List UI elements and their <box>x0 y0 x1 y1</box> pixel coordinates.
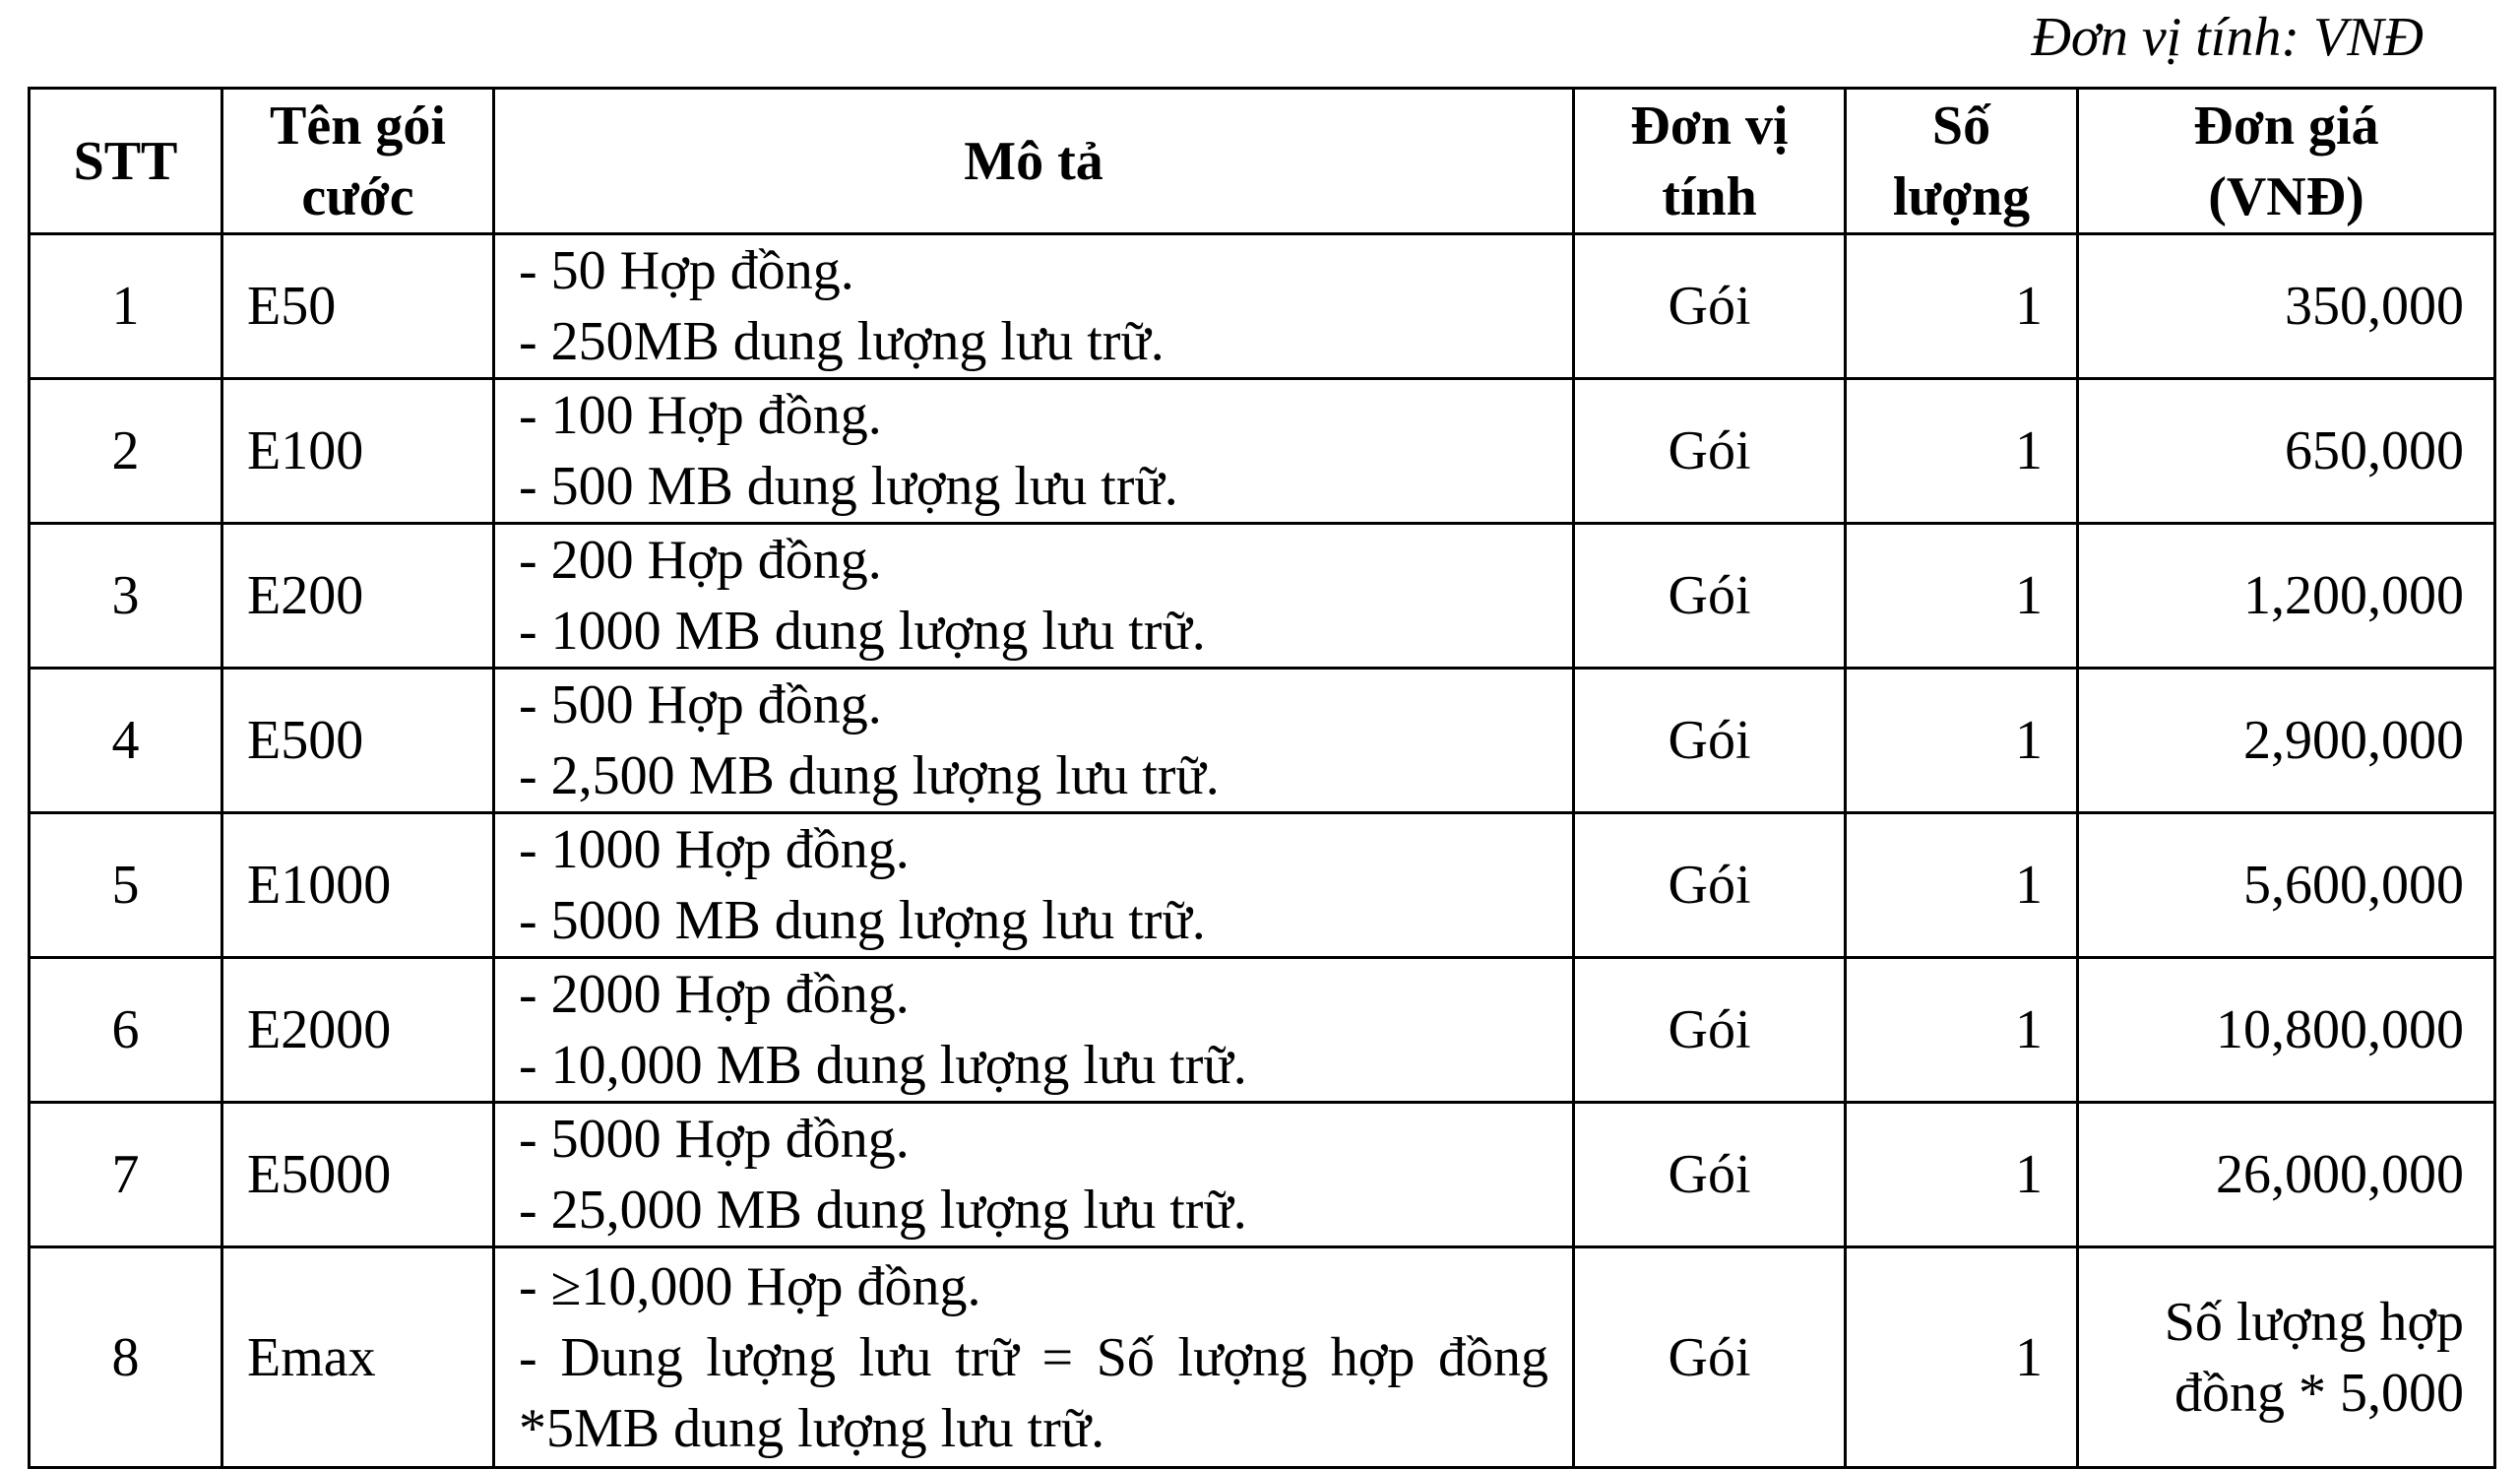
header-unit-line1: Đơn vị <box>1630 95 1789 157</box>
description-storage: - 5000 MB dung lượng lưu trữ. <box>519 890 1206 951</box>
cell-unit-price: 2,900,000 <box>2078 669 2495 813</box>
header-unit-price-line1: Đơn giá <box>2193 95 2379 157</box>
cell-unit-price: 5,600,000 <box>2078 813 2495 958</box>
table-row <box>30 379 2495 524</box>
price-table <box>28 87 2496 1469</box>
cell-stt: 4 <box>30 669 222 813</box>
cell-stt: 3 <box>30 524 222 669</box>
cell-description <box>494 1247 1574 1468</box>
table-row <box>30 813 2495 958</box>
cell-unit-price: 10,800,000 <box>2078 958 2495 1103</box>
cell-package-name: E200 <box>222 524 494 669</box>
cell-stt: 1 <box>30 234 222 379</box>
cell-stt: 5 <box>30 813 222 958</box>
cell-description <box>494 813 1574 958</box>
unit-note: Đơn vị tính: VNĐ <box>2031 7 2424 68</box>
header-package-name <box>222 89 494 234</box>
cell-unit-price: 650,000 <box>2078 379 2495 524</box>
table-row <box>30 1247 2495 1468</box>
header-unit <box>1574 89 1846 234</box>
cell-package-name: E100 <box>222 379 494 524</box>
cell-unit-price: 26,000,000 <box>2078 1103 2495 1247</box>
cell-package-name: E500 <box>222 669 494 813</box>
header-quantity-line2: lượng <box>1892 165 2031 227</box>
cell-unit: Gói <box>1574 669 1846 813</box>
header-package-name-line1: Tên gói <box>270 95 446 157</box>
description-storage: - Dung lượng lưu trữ = Số lượng hợp đồng *5MB dung lượng lưu trữ. <box>519 1326 1548 1459</box>
header-description: Mô tả <box>494 89 1574 234</box>
cell-description <box>494 669 1574 813</box>
cell-package-name: E2000 <box>222 958 494 1103</box>
cell-unit-price: 1,200,000 <box>2078 524 2495 669</box>
cell-unit: Gói <box>1574 813 1846 958</box>
cell-description <box>494 1103 1574 1247</box>
cell-unit: Gói <box>1574 524 1846 669</box>
cell-description <box>494 524 1574 669</box>
description-contracts: - 50 Hợp đồng. <box>519 240 854 301</box>
description-contracts: - 1000 Hợp đồng. <box>519 819 910 880</box>
cell-unit-price: 350,000 <box>2078 234 2495 379</box>
description-storage: - 2,500 MB dung lượng lưu trữ. <box>519 745 1220 806</box>
cell-unit: Gói <box>1574 379 1846 524</box>
cell-stt: 7 <box>30 1103 222 1247</box>
cell-package-name: E5000 <box>222 1103 494 1247</box>
description-storage: - 250MB dung lượng lưu trữ. <box>519 311 1165 372</box>
description-storage: - 500 MB dung lượng lưu trữ. <box>519 456 1178 517</box>
cell-unit: Gói <box>1574 234 1846 379</box>
header-row <box>30 89 2495 234</box>
header-package-name-line2: cước <box>301 165 414 227</box>
price-formula-line2: đồng * 5,000 <box>2174 1362 2464 1424</box>
header-unit-price <box>2078 89 2495 234</box>
description-contracts: - 200 Hợp đồng. <box>519 530 882 591</box>
cell-package-name: E50 <box>222 234 494 379</box>
description-contracts: - ≥10,000 Hợp đồng. <box>519 1255 981 1317</box>
cell-stt: 8 <box>30 1247 222 1468</box>
cell-unit: Gói <box>1574 1103 1846 1247</box>
header-unit-price-line2: (VNĐ) <box>2208 165 2364 227</box>
description-contracts: - 2000 Hợp đồng. <box>519 964 910 1025</box>
cell-quantity: 1 <box>1846 1247 2078 1468</box>
cell-quantity: 1 <box>1846 524 2078 669</box>
cell-quantity: 1 <box>1846 234 2078 379</box>
table-row <box>30 234 2495 379</box>
header-quantity <box>1846 89 2078 234</box>
header-unit-line2: tính <box>1662 165 1757 227</box>
cell-quantity: 1 <box>1846 958 2078 1103</box>
description-storage: - 25,000 MB dung lượng lưu trữ. <box>519 1180 1247 1241</box>
cell-quantity: 1 <box>1846 1103 2078 1247</box>
cell-unit-price <box>2078 1247 2495 1468</box>
description-storage: - 1000 MB dung lượng lưu trữ. <box>519 601 1206 662</box>
cell-description <box>494 234 1574 379</box>
table-row <box>30 524 2495 669</box>
description-contracts: - 100 Hợp đồng. <box>519 385 882 446</box>
price-formula-line1: Số lượng hợp <box>2164 1291 2464 1353</box>
cell-package-name: Emax <box>222 1247 494 1468</box>
description-contracts: - 500 Hợp đồng. <box>519 674 882 735</box>
cell-description <box>494 379 1574 524</box>
cell-quantity: 1 <box>1846 669 2078 813</box>
header-stt: STT <box>30 89 222 234</box>
description-storage: - 10,000 MB dung lượng lưu trữ. <box>519 1035 1247 1096</box>
table-row <box>30 669 2495 813</box>
cell-quantity: 1 <box>1846 813 2078 958</box>
header-quantity-line1: Số <box>1931 95 1991 157</box>
cell-stt: 2 <box>30 379 222 524</box>
table-row <box>30 1103 2495 1247</box>
cell-stt: 6 <box>30 958 222 1103</box>
description-contracts: - 5000 Hợp đồng. <box>519 1109 910 1170</box>
cell-unit: Gói <box>1574 958 1846 1103</box>
table-row <box>30 958 2495 1103</box>
cell-package-name: E1000 <box>222 813 494 958</box>
cell-description <box>494 958 1574 1103</box>
cell-unit: Gói <box>1574 1247 1846 1468</box>
cell-quantity: 1 <box>1846 379 2078 524</box>
